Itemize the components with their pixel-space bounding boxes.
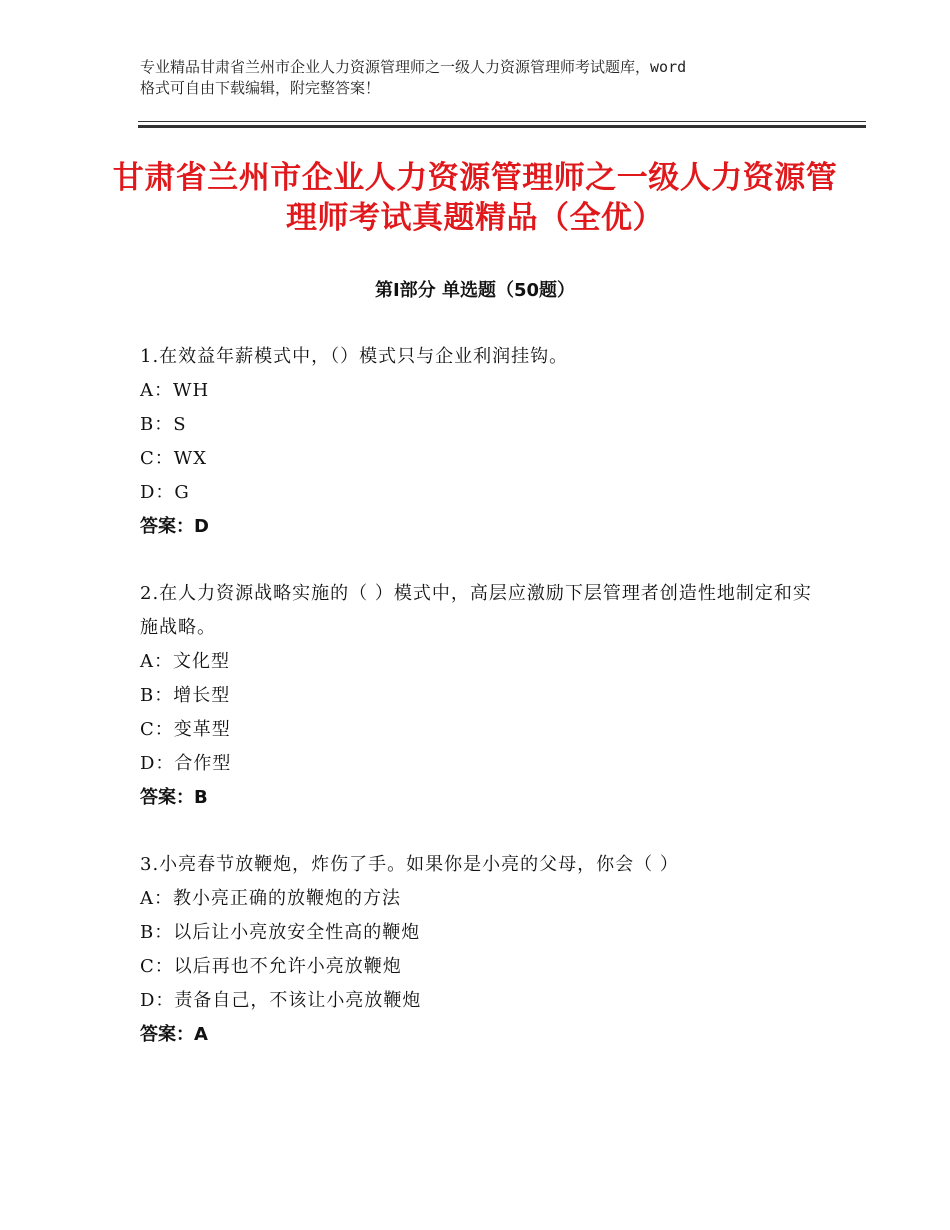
document-title: 甘肃省兰州市企业人力资源管理师之一级人力资源管理师考试真题精品（全优） bbox=[112, 160, 838, 236]
header-divider-thick bbox=[138, 125, 866, 128]
option-c: C：变革型 bbox=[140, 719, 231, 740]
section-heading: 第Ⅰ部分 单选题（50题） bbox=[374, 280, 575, 301]
header-divider-thin bbox=[138, 121, 866, 122]
answer: 答案：B bbox=[140, 787, 208, 808]
header-note: 专业精品甘肃省兰州市企业人力资源管理师之一级人力资源管理师考试题库，word 格式可自由下载编辑，附完整答案！ bbox=[140, 58, 687, 97]
question-1 bbox=[140, 340, 820, 544]
option-d: D：责备自己，不该让小亮放鞭炮 bbox=[140, 990, 422, 1011]
question-stem: 1.在效益年薪模式中，（）模式只与企业利润挂钩。 bbox=[140, 346, 569, 367]
option-c: C：WX bbox=[140, 448, 208, 469]
option-d: D：G bbox=[140, 482, 190, 503]
answer: 答案：A bbox=[140, 1024, 208, 1045]
option-b: B：增长型 bbox=[140, 685, 231, 706]
question-stem: 3.小亮春节放鞭炮，炸伤了手。如果你是小亮的父母，你会（ ） bbox=[140, 854, 679, 875]
question-list bbox=[140, 340, 820, 1085]
option-b: B：以后让小亮放安全性高的鞭炮 bbox=[140, 922, 421, 943]
option-a: A：WH bbox=[140, 380, 210, 401]
option-a: A：教小亮正确的放鞭炮的方法 bbox=[140, 888, 401, 909]
answer: 答案：D bbox=[140, 516, 209, 537]
option-c: C：以后再也不允许小亮放鞭炮 bbox=[140, 956, 402, 977]
option-b: B：S bbox=[140, 414, 187, 435]
question-3 bbox=[140, 848, 820, 1052]
option-d: D：合作型 bbox=[140, 753, 232, 774]
question-2 bbox=[140, 577, 820, 815]
option-a: A：文化型 bbox=[140, 651, 230, 672]
question-stem: 2.在人力资源战略实施的（ ）模式中，高层应激励下层管理者创造性地制定和实施战略。 bbox=[140, 583, 812, 638]
